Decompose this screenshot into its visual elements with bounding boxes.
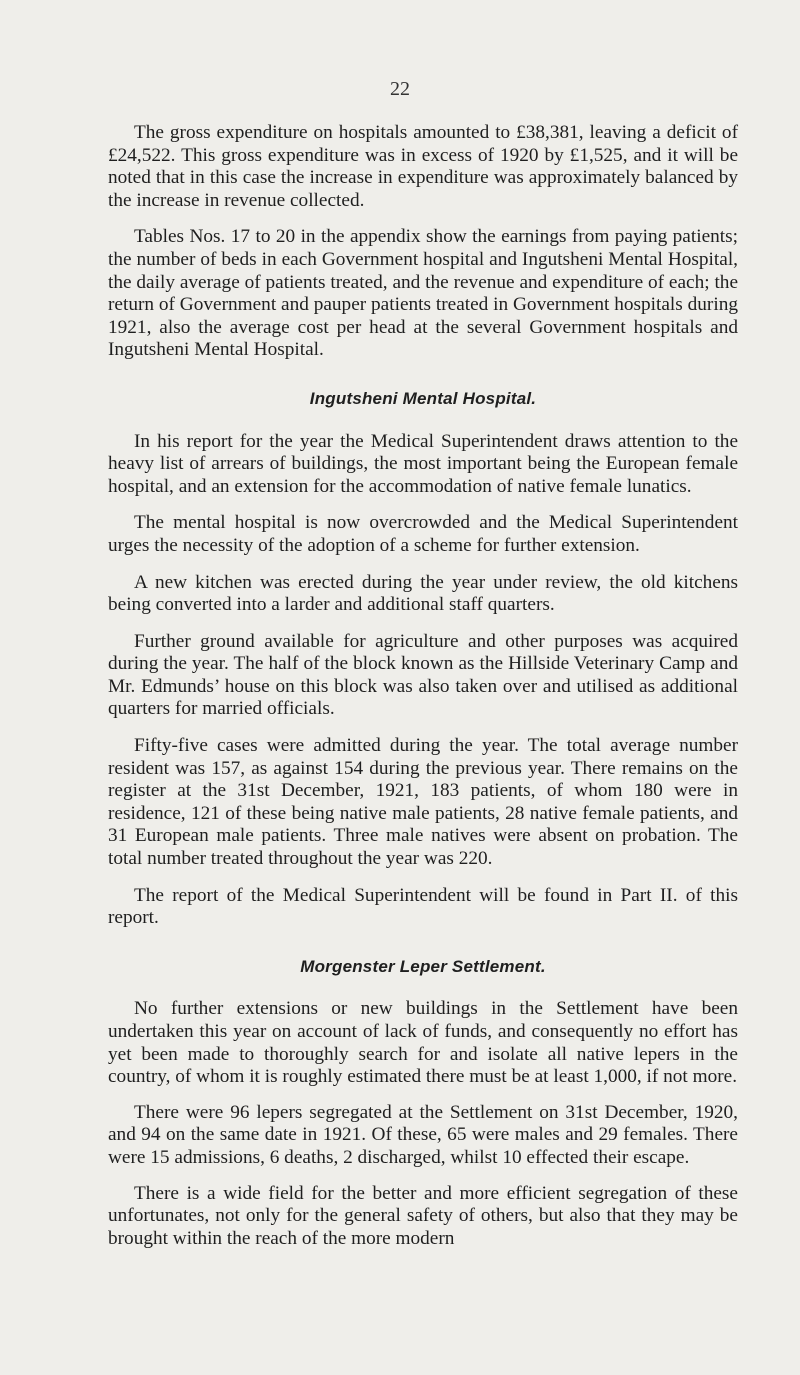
paragraph-wide-field: There is a wide field for the better and more efficient segregation of these unfortunates, not only for the general safety of others, but also that they may be brought within the reach of the more modern: [108, 1182, 738, 1249]
page-body: [108, 122, 738, 1263]
section-heading-ingutsheni: Ingutsheni Mental Hospital.: [309, 388, 537, 408]
paragraph-expenditure: The gross expenditure on hospitals amounted to £38,381, leaving a deficit of £24,522. This gross expenditure was in excess of 1920 by £1,525, and it will be noted that in this case the increase in expenditure was approximately balanced by the increase in revenue collected.: [108, 122, 738, 211]
page-number: 22: [390, 78, 410, 100]
paragraph-report-reference: The report of the Medical Superintendent will be found in Part II. of this report.: [108, 884, 738, 929]
section-heading-morgenster: Morgenster Leper Settlement.: [300, 956, 546, 976]
paragraph-cases-admitted: Fifty-five cases were admitted during the year. The total average number resident was 157, as against 154 during the previous year. There remains on the register at the 31st December, 1921, 183 patients, of whom 180 were in residence, 121 of these being native male patients, 28 native female patients, and 31 European male patients. Three male natives were absent on probation. The total number treated throughout the year was 220.: [108, 735, 738, 870]
paragraph-appendix-tables: Tables Nos. 17 to 20 in the appendix show the earnings from paying patients; the number of beds in each Government hospital and Ingutsheni Mental Hospital, the daily average of patients treated, and the revenue and expenditure of each; the return of Government and pauper patients treated in Government hospitals during 1921, also the average cost per head at the several Government hospitals and Ingutsheni Mental Hospital.: [108, 226, 738, 361]
paragraph-arrears-buildings: In his report for the year the Medical Superintendent draws attention to the heavy list of arrears of buildings, the most important being the European female hospital, and an extension for the accommodation of native female lunatics.: [108, 430, 738, 497]
paragraph-no-extensions: No further extensions or new buildings in the Settlement have been undertaken this year on account of lack of funds, and consequently no effort has yet been made to thoroughly search for and isolate all native lepers in the country, of whom it is roughly estimated there must be at least 1,000, if not more.: [108, 998, 738, 1088]
paragraph-overcrowded: The mental hospital is now overcrowded and the Medical Superintendent urges the necessity of the adoption of a scheme for further extension.: [108, 512, 738, 556]
paragraph-lepers-segregated: There were 96 lepers segregated at the Settlement on 31st December, 1920, and 94 on the same date in 1921. Of these, 65 were males and 29 females. There were 15 admissions, 6 deaths, 2 discharged, whilst 10 effected their escape.: [108, 1101, 738, 1168]
paragraph-new-kitchen: A new kitchen was erected during the year under review, the old kitchens being converted into a larder and additional staff quarters.: [108, 571, 738, 616]
paragraph-further-ground: Further ground available for agriculture and other purposes was acquired during the year. The half of the block known as the Hillside Veterinary Camp and Mr. Edmunds’ house on this block was also taken over and utilised as additional quarters for married officials.: [108, 630, 738, 720]
